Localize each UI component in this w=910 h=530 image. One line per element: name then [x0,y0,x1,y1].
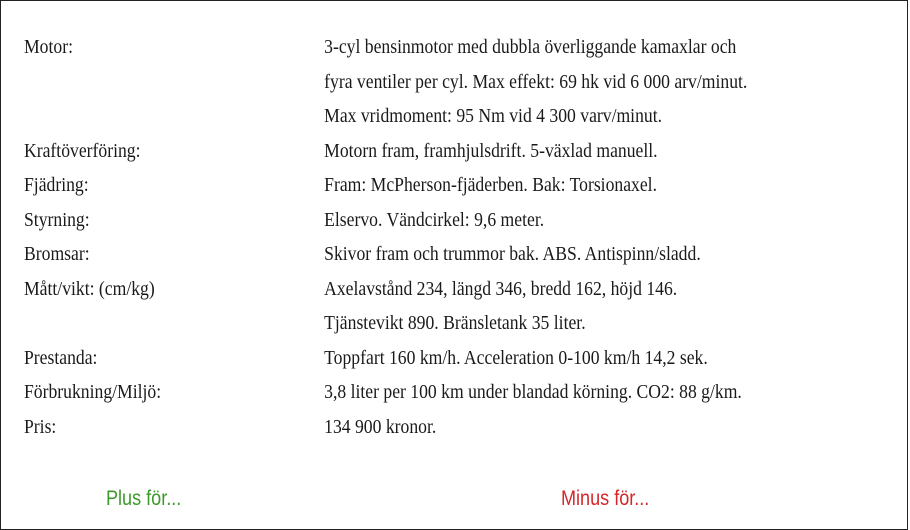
spec-value [324,168,781,203]
spec-row-forbrukning [24,375,781,410]
spec-value [324,134,781,169]
plus-heading: Plus för... [106,487,182,510]
spec-label: Förbrukning/Miljö: [24,381,162,403]
spec-label: Prestanda: [24,346,98,369]
spec-row-pris [24,410,781,445]
spec-value-line: Toppfart 160 km/h. Acceleration 0-100 km/h 14,2 sek. [324,346,708,369]
spec-value-line: Elservo. Vändcirkel: 9,6 meter. [324,208,545,231]
spec-value-line: fyra ventiler per cyl. Max effekt: 69 hk vid 6 000 arv/minut. [324,70,748,93]
spec-value-line: Max vridmoment: 95 Nm vid 4 300 varv/minut. [324,105,663,127]
minus-heading: Minus för... [561,487,650,510]
spec-label: Bromsar: [24,243,90,265]
spec-value [324,30,781,134]
spec-row-fjadring [24,168,781,203]
spec-row-prestanda [24,341,781,376]
spec-row-bromsar [24,237,781,272]
spec-value-line: 134 900 kronor. [324,415,437,438]
spec-value [324,341,781,376]
spec-value-line: Fram: McPherson-fjäderben. Bak: Torsionaxel. [324,174,657,196]
spec-value-line: Axelavstånd 234, längd 346, bredd 162, höjd 146. [324,277,678,300]
spec-value-line: Skivor fram och trummor bak. ABS. Antispinn/sladd. [324,243,701,265]
spec-label: Pris: [24,415,57,438]
spec-value-line: Motorn fram, framhjulsdrift. 5-växlad manuell. [324,139,658,162]
spec-value-line: 3-cyl bensinmotor med dubbla överliggande kamaxlar och [324,36,737,58]
spec-value [324,410,781,445]
spec-label: Mått/vikt: (cm/kg) [24,277,155,300]
spec-value [324,375,781,410]
spec-label: Kraftöverföring: [24,139,141,162]
spec-row-kraftoverforing [24,134,781,169]
spec-value-line: 3,8 liter per 100 km under blandad körning. CO2: 88 g/km. [324,381,742,403]
spec-row-styrning [24,203,781,238]
spec-value [324,203,781,238]
spec-value [324,272,781,341]
spec-value-line: Tjänstevikt 890. Bränsletank 35 liter. [324,312,586,334]
spec-label: Fjädring: [24,174,89,196]
spec-label: Styrning: [24,208,90,231]
spec-table [24,30,781,444]
spec-row-matt-vikt [24,272,781,341]
spec-value [324,237,781,272]
spec-label: Motor: [24,36,73,58]
spec-row-motor [24,30,781,134]
